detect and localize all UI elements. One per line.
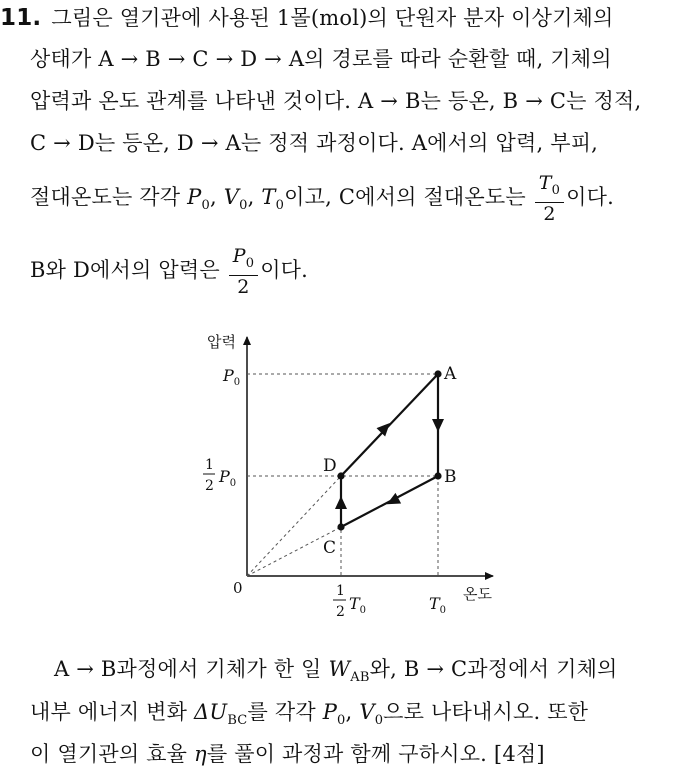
path-d-to-a bbox=[341, 374, 438, 476]
arrow-a-to-b bbox=[432, 419, 444, 432]
y-tick-half-p0 bbox=[203, 457, 236, 494]
svg-text:2: 2 bbox=[205, 478, 214, 494]
fraction-p0-over-2: $\frac{P_0}{2}$ bbox=[229, 245, 258, 298]
arrow-b-to-c bbox=[384, 493, 401, 510]
origin-label: 0 bbox=[233, 579, 243, 597]
point-a bbox=[434, 370, 441, 377]
y-tick-p0: $P_0$ bbox=[223, 366, 241, 388]
svg-text:1: 1 bbox=[205, 457, 214, 473]
problem-line-3: 압력과 온도 관계를 나타낸 것이다. A → B는 등온, B → C는 정적, bbox=[30, 89, 642, 113]
svg-text:2: 2 bbox=[336, 604, 345, 620]
point-c bbox=[337, 523, 344, 530]
problem-line-6: B와 D에서의 압력은 $\frac{P_0}{2}$ 이다. bbox=[30, 245, 309, 298]
question-line-2: 내부 에너지 변화 $\Delta U_{BC}$를 각각 $P_0$, $V_0$으로 나타내시오. 또한 bbox=[30, 700, 589, 729]
guide-origin-to-d bbox=[247, 476, 341, 576]
label-b: B bbox=[444, 467, 457, 487]
point-b bbox=[434, 472, 441, 479]
y-axis-label: 압력 bbox=[207, 333, 236, 351]
x-tick-t0: $T_0$ bbox=[429, 594, 447, 616]
fraction-t0-over-2: $\frac{T_0}{2}$ bbox=[535, 172, 564, 225]
problem-line-1: 11. 그림은 열기관에 사용된 1몰(mol)의 단원자 분자 이상기체의 bbox=[0, 5, 614, 31]
question-line-1: A → B과정에서 기체가 한 일 $W_{AB}$와, B → C과정에서 기체의 bbox=[54, 657, 618, 686]
svg-text:T0: $T_0$ bbox=[349, 594, 367, 616]
question-line-3: 이 열기관의 효율 η를 풀이 과정과 함께 구하시오. [4점] bbox=[30, 742, 545, 766]
question-number: 11. bbox=[0, 5, 42, 31]
label-c: C bbox=[323, 538, 337, 558]
pressure-temperature-diagram bbox=[195, 325, 505, 635]
x-axis-label: 온도 bbox=[463, 585, 492, 603]
svg-text:P0: $P_0$ bbox=[219, 467, 237, 489]
problem-line-2: 상태가 A → B → C → D → A의 경로를 따라 순환할 때, 기체의 bbox=[30, 47, 612, 71]
arrow-c-to-d bbox=[335, 496, 347, 509]
point-d bbox=[337, 472, 344, 479]
problem-line-4: C → D는 등온, D → A는 정적 과정이다. A에서의 압력, 부피, bbox=[30, 131, 599, 155]
label-a: A bbox=[444, 364, 457, 384]
problem-line-5: 절대온도는 각각 $P_0$, $V_0$, $T_0$이고, C에서의 절대온도는 $\frac{T_0}{2}$ 이다. bbox=[30, 172, 614, 225]
x-tick-half-t0 bbox=[333, 583, 366, 620]
label-d: D bbox=[323, 456, 337, 476]
svg-text:1: 1 bbox=[336, 583, 345, 599]
